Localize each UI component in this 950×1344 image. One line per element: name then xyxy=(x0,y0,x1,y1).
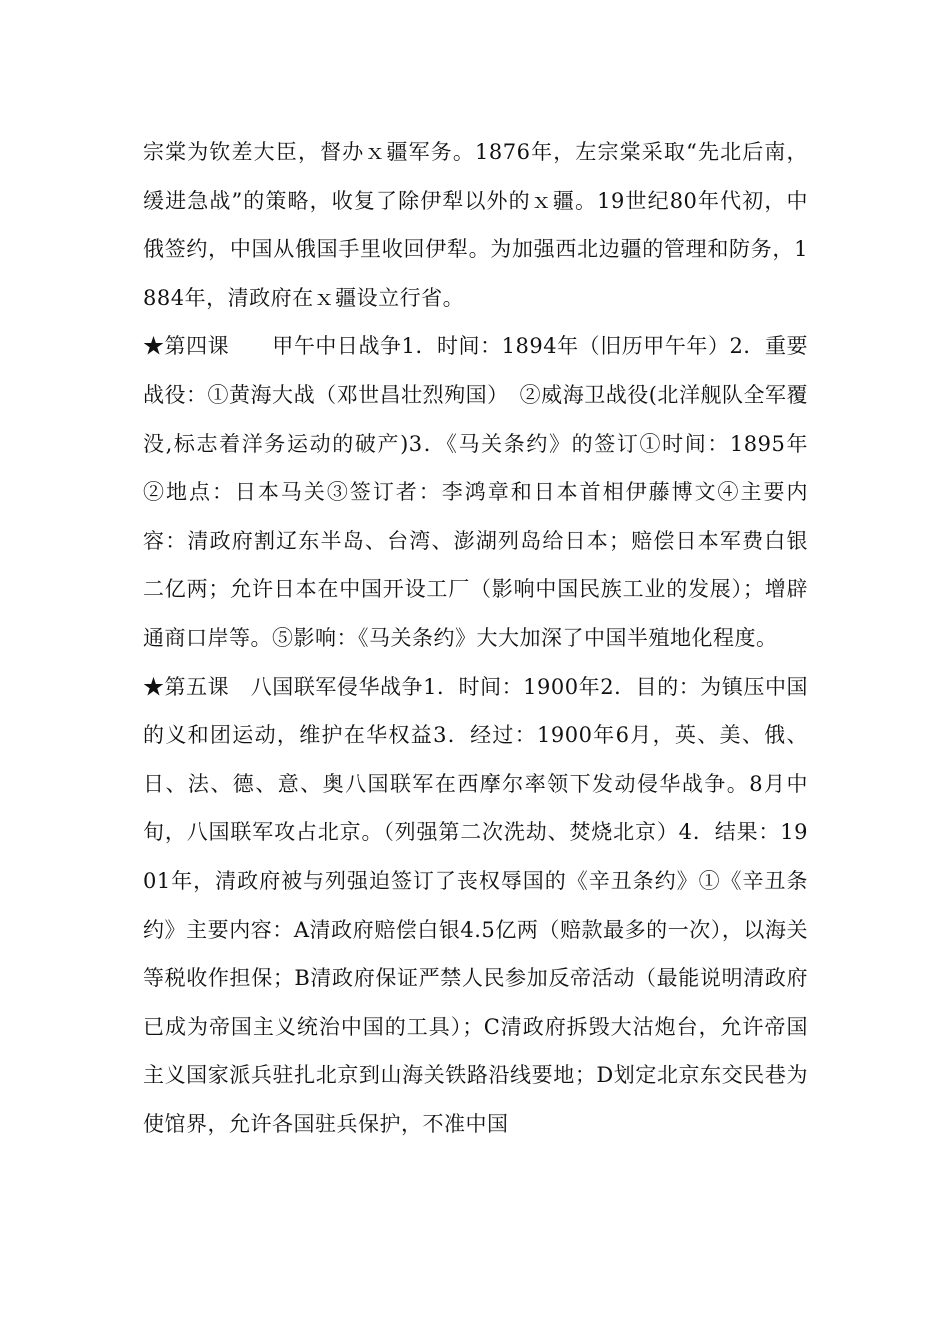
paragraph-lesson-five-eight-nation-alliance: ★第五课 八国联军侵华战争1．时间：1900年2．目的：为镇压中国的义和团运动，维护在华权益3．经过：1900年6月，英、美、俄、日、法、德、意、奥八国联军在西摩尔率领下发动侵华战争。8月中旬，八国联军攻占北京。（列强第二次洗劫、焚烧北京）4．结果：1901年，清政府被与列强迫签订了丧权辱国的《辛丑条约》①《辛丑条约》主要内容：A清政府赔偿白银4.5亿两（赔款最多的一次），以海关等税收作担保；B清政府保证严禁人民参加反帝活动（最能说明清政府已成为帝国主义统治中国的工具）；C清政府拆毁大沽炮台，允许帝国主义国家派兵驻扎北京到山海关铁路沿线要地；D划定北京东交民巷为使馆界，允许各国驻兵保护，不准中国 xyxy=(143,674,808,1136)
document-body xyxy=(143,128,851,1148)
paragraph-zuo-zongtang-xinjiang: 宗棠为钦差大臣，督办ｘ疆军务。1876年，左宗棠采取“先北后南，缓进急战”的策略，收复了除伊犁以外的ｘ疆。19世纪80年代初，中俄签约，中国从俄国手里收回伊犁。为加强西北边疆的管理和防务，1884年，清政府在ｘ疆设立行省。 xyxy=(143,140,808,310)
paragraph-lesson-four-sino-japanese-war: ★第四课 甲午中日战争1．时间：1894年（旧历甲午年）2．重要战役：①黄海大战（邓世昌壮烈殉国） ②威海卫战役(北洋舰队全军覆没,标志着洋务运动的破产)3．《马关条约》的签订①时间：1895年 ②地点：日本马关③签订者：李鸿章和日本首相伊藤博文④主要内容：清政府割辽东半岛、台湾、澎湖列岛给日本；赔偿日本军费白银二亿两；允许日本在中国开设工厂（影响中国民族工业的发展）；增辟通商口岸等。⑤影响：《马关条约》大大加深了中国半殖地化程度。 xyxy=(143,334,851,650)
